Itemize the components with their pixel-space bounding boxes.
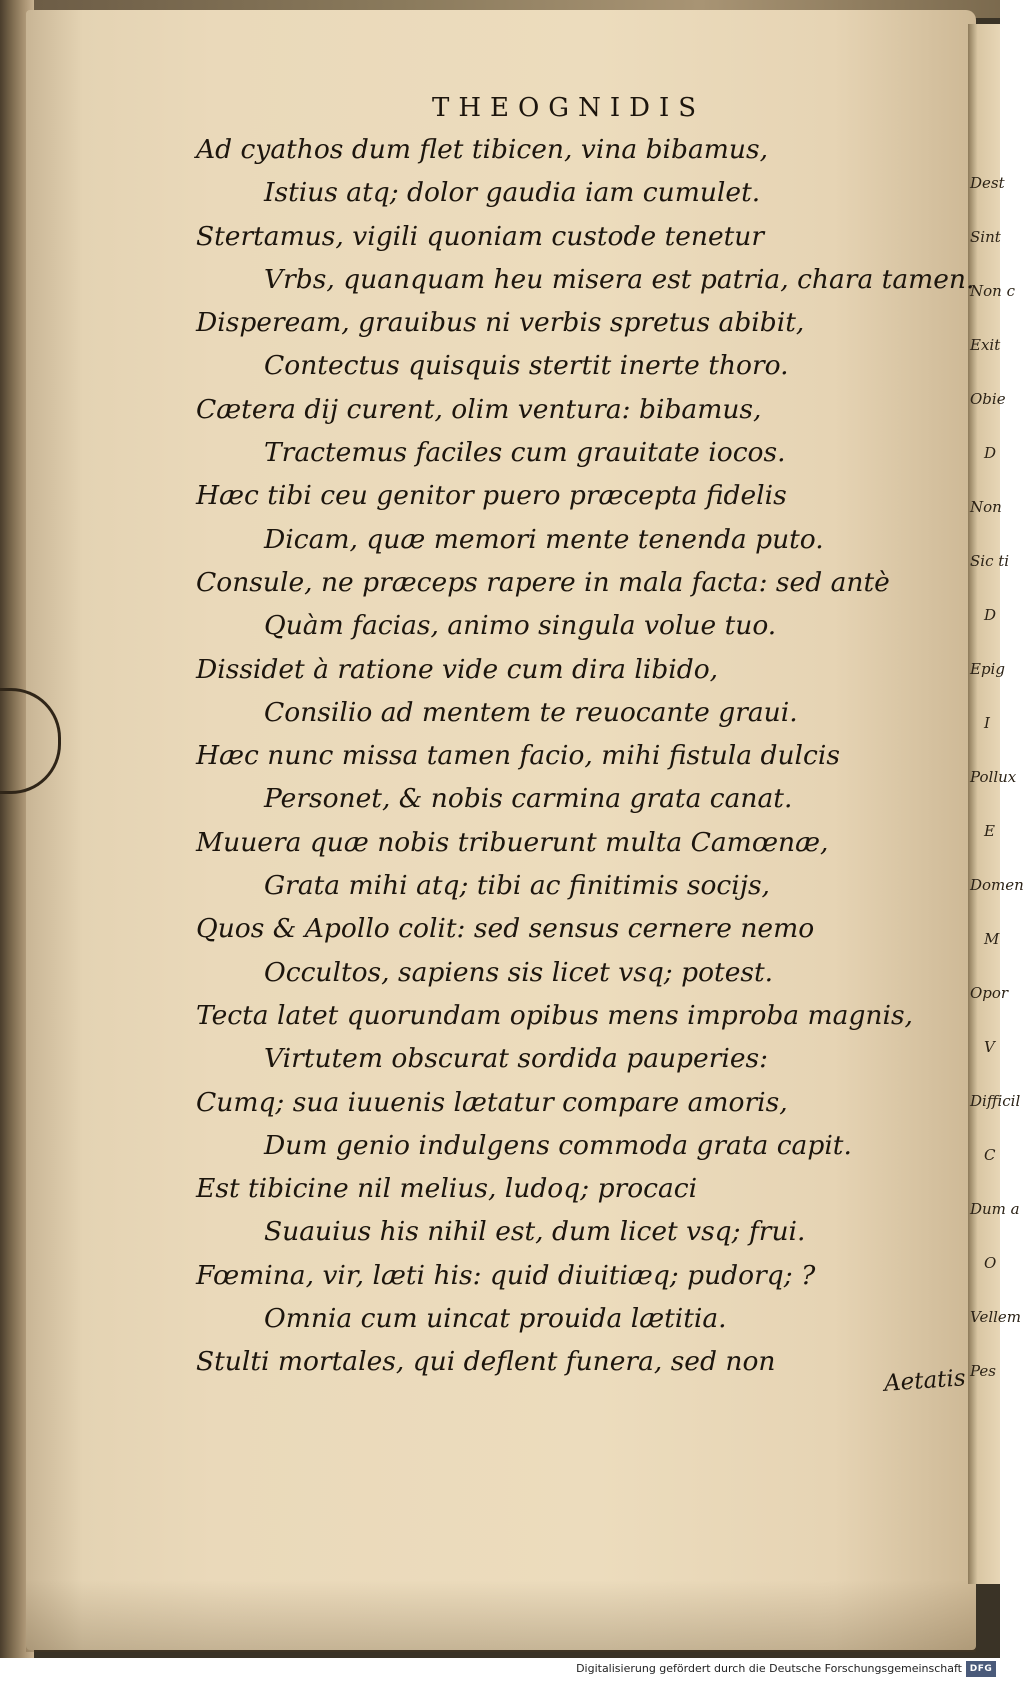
next-page-fragment: Obie: [970, 390, 1006, 408]
next-page-fragment: Pes: [970, 1362, 996, 1380]
running-head: THEOGNIDIS: [432, 93, 706, 123]
verse-line: Consilio ad mentem te reuocante graui.: [264, 696, 798, 728]
next-page-fragment: O: [984, 1254, 997, 1272]
verse-line: Stulti mortales, qui deflent funera, sed non: [196, 1346, 776, 1378]
next-page-fragment: Non c: [970, 282, 1015, 300]
next-page-fragment: Epig: [970, 660, 1005, 678]
next-page-fragment: Exit: [970, 336, 1001, 354]
next-page-fragment: E: [984, 822, 995, 840]
dfg-logo: DFG: [966, 1661, 996, 1677]
next-page-fragment: Pollux: [970, 768, 1017, 786]
verse-line: Vrbs, quanquam heu misera est patria, chara tamen.: [264, 263, 975, 295]
verse-line: Quàm facias, animo singula volue tuo.: [264, 610, 777, 642]
next-page-fragment: Sic ti: [970, 552, 1010, 570]
verse-line: Grata mihi atq; tibi ac finitimis socijs,: [264, 870, 770, 902]
verse-line: Stertamus, vigili quoniam custode tenetur: [196, 220, 765, 252]
verse-line: Fœmina, vir, læti his: quid diuitiæq; pudorq; ?: [196, 1259, 816, 1291]
next-page-fragment: Opor: [970, 984, 1009, 1002]
next-page-fragment: V: [984, 1038, 995, 1056]
verse-line: Cumq; sua iuuenis lætatur compare amoris,: [196, 1086, 788, 1118]
verse-line: Tecta latet quorundam opibus mens improba magnis,: [196, 999, 913, 1031]
verse-line: Quos & Apollo colit: sed sensus cernere nemo: [196, 913, 815, 945]
next-page-fragment: D: [984, 444, 997, 462]
verse-line: Muuera quæ nobis tribuerunt multa Camœnæ,: [196, 826, 829, 858]
next-page-fragment: D: [984, 606, 997, 624]
verse-line: Hæc nunc missa tamen facio, mihi fistula dulcis: [196, 740, 840, 772]
verse-line: Est tibicine nil melius, ludoq; procaci: [196, 1173, 698, 1205]
verse-line: Dicam, quæ memori mente tenenda puto.: [264, 523, 824, 555]
next-page-fragment: Dest: [970, 174, 1005, 192]
verse-line: Contectus quisquis stertit inerte thoro.: [264, 350, 789, 382]
verse-line: Ad cyathos dum flet tibicen, vina bibamus,: [196, 134, 769, 165]
verse-line: Tractemus faciles cum grauitate iocos.: [264, 437, 786, 469]
verse-line: Dissidet à ratione vide cum dira libido,: [196, 653, 719, 685]
verse-line: Dum genio indulgens commoda grata capit.: [264, 1129, 852, 1161]
next-page-fragment: I: [984, 714, 990, 732]
verse-line: Occultos, sapiens sis licet vsq; potest.: [264, 956, 774, 988]
footer-credit: Digitalisierung gefördert durch die Deutsche Forschungsgemeinschaft: [576, 1662, 962, 1675]
paper-shadow: [26, 1580, 976, 1652]
verse-line: Virtutem obscurat sordida pauperies:: [264, 1043, 769, 1075]
verse-line: Cætera dij curent, olim ventura: bibamus,: [196, 393, 762, 425]
verse-line: Consule, ne præceps rapere in mala facta: sed antè: [196, 566, 890, 598]
verse-line: Suauius his nihil est, dum licet vsq; frui.: [264, 1216, 806, 1248]
footer-bar: [0, 1658, 1000, 1683]
verse-line: Istius atq; dolor gaudia iam cumulet.: [264, 177, 761, 209]
next-page-fragment: Difficil: [970, 1092, 1021, 1110]
next-page-fragment: Non: [970, 498, 1002, 516]
next-page-fragment: Vellem: [970, 1308, 1022, 1326]
next-page-fragment: Dum a: [970, 1200, 1020, 1218]
verse-line: Omnia cum uincat prouida lætitia.: [264, 1303, 727, 1335]
verse-line: Personet, & nobis carmina grata canat.: [264, 783, 793, 815]
verse-line: Dispeream, grauibus ni verbis spretus abibit,: [196, 307, 805, 339]
verse-line: Hæc tibi ceu genitor puero præcepta fidelis: [196, 480, 787, 512]
next-page-fragment: Domen: [970, 876, 1024, 894]
catchword: Aetatis: [883, 1365, 967, 1397]
next-page-fragment: Sint: [970, 228, 1001, 246]
next-page-fragment: M: [984, 930, 1000, 948]
next-page-fragment: C: [984, 1146, 996, 1164]
